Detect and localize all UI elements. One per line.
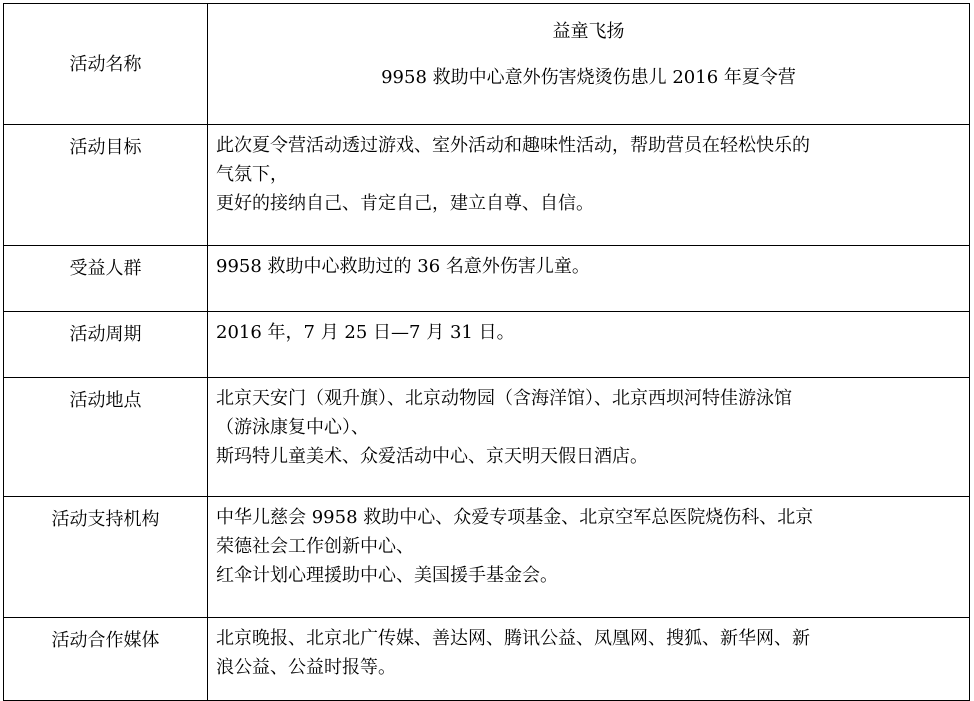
row-value-cell [208, 246, 970, 312]
supporting-organizations-line-1: 中华儿慈会 9958 救助中心、众爱专项基金、北京空军总医院烧伤科、北京 [216, 507, 814, 528]
activity-period-line-1: 2016 年，7 月 25 日—7 月 31 日。 [216, 322, 515, 343]
table-row-activity-location [4, 378, 970, 497]
row-value-cell [208, 378, 970, 497]
row-label-cell [4, 246, 208, 312]
table-row-partner-media [4, 618, 970, 701]
partner-media-label: 活动合作媒体 [51, 630, 160, 651]
row-value-cell [208, 4, 970, 125]
activity-goal-line-2: 气氛下， [216, 164, 288, 185]
activity-goal-line-1: 此次夏令营活动透过游戏、室外活动和趣味性活动，帮助营员在轻松快乐的 [216, 135, 810, 156]
row-label-cell [4, 125, 208, 246]
table-row-activity-period [4, 312, 970, 378]
activity-goal-line-3: 更好的接纳自己、肯定自己，建立自尊、自信。 [216, 193, 594, 214]
activity-location-line-1: 北京天安门（观升旗）、北京动物园（含海洋馆）、北京西坝河特佳游泳馆 [216, 388, 792, 409]
row-label-cell [4, 4, 208, 125]
beneficiaries-label: 受益人群 [69, 258, 142, 279]
partner-media-line-1: 北京晚报、北京北广传媒、善达网、腾讯公益、凤凰网、搜狐、新华网、新 [216, 628, 810, 649]
activity-period-label: 活动周期 [69, 324, 142, 345]
table-row-activity-name [4, 4, 970, 125]
row-label-cell [4, 618, 208, 701]
activity-location-line-2: （游泳康复中心）、 [216, 417, 369, 438]
activity-name-line-1: 益童飞扬 [552, 21, 625, 42]
partner-media-line-2: 浪公益、公益时报等。 [216, 657, 396, 678]
beneficiaries-line-1: 9958 救助中心救助过的 36 名意外伤害儿童。 [216, 256, 590, 277]
row-value-cell [208, 125, 970, 246]
table-row-activity-goal [4, 125, 970, 246]
supporting-organizations-line-2: 荣德社会工作创新中心、 [216, 536, 414, 557]
activity-goal-label: 活动目标 [69, 137, 142, 158]
row-value-cell [208, 312, 970, 378]
activity-location-line-3: 斯玛特儿童美术、众爱活动中心、京天明天假日酒店。 [216, 446, 648, 467]
row-value-cell [208, 618, 970, 701]
supporting-organizations-line-3: 红伞计划心理援助中心、美国援手基金会。 [216, 565, 558, 586]
row-label-cell [4, 378, 208, 497]
table-row-beneficiaries [4, 246, 970, 312]
row-value-cell [208, 497, 970, 618]
activity-name-label: 活动名称 [69, 53, 142, 75]
table-row-supporting-organizations [4, 497, 970, 618]
activity-info-table [3, 3, 970, 701]
supporting-organizations-label: 活动支持机构 [51, 509, 160, 530]
row-label-cell [4, 497, 208, 618]
activity-location-label: 活动地点 [69, 390, 142, 411]
row-label-cell [4, 312, 208, 378]
activity-name-line-2: 9958 救助中心意外伤害烧烫伤患儿 2016 年夏令营 [381, 67, 796, 88]
